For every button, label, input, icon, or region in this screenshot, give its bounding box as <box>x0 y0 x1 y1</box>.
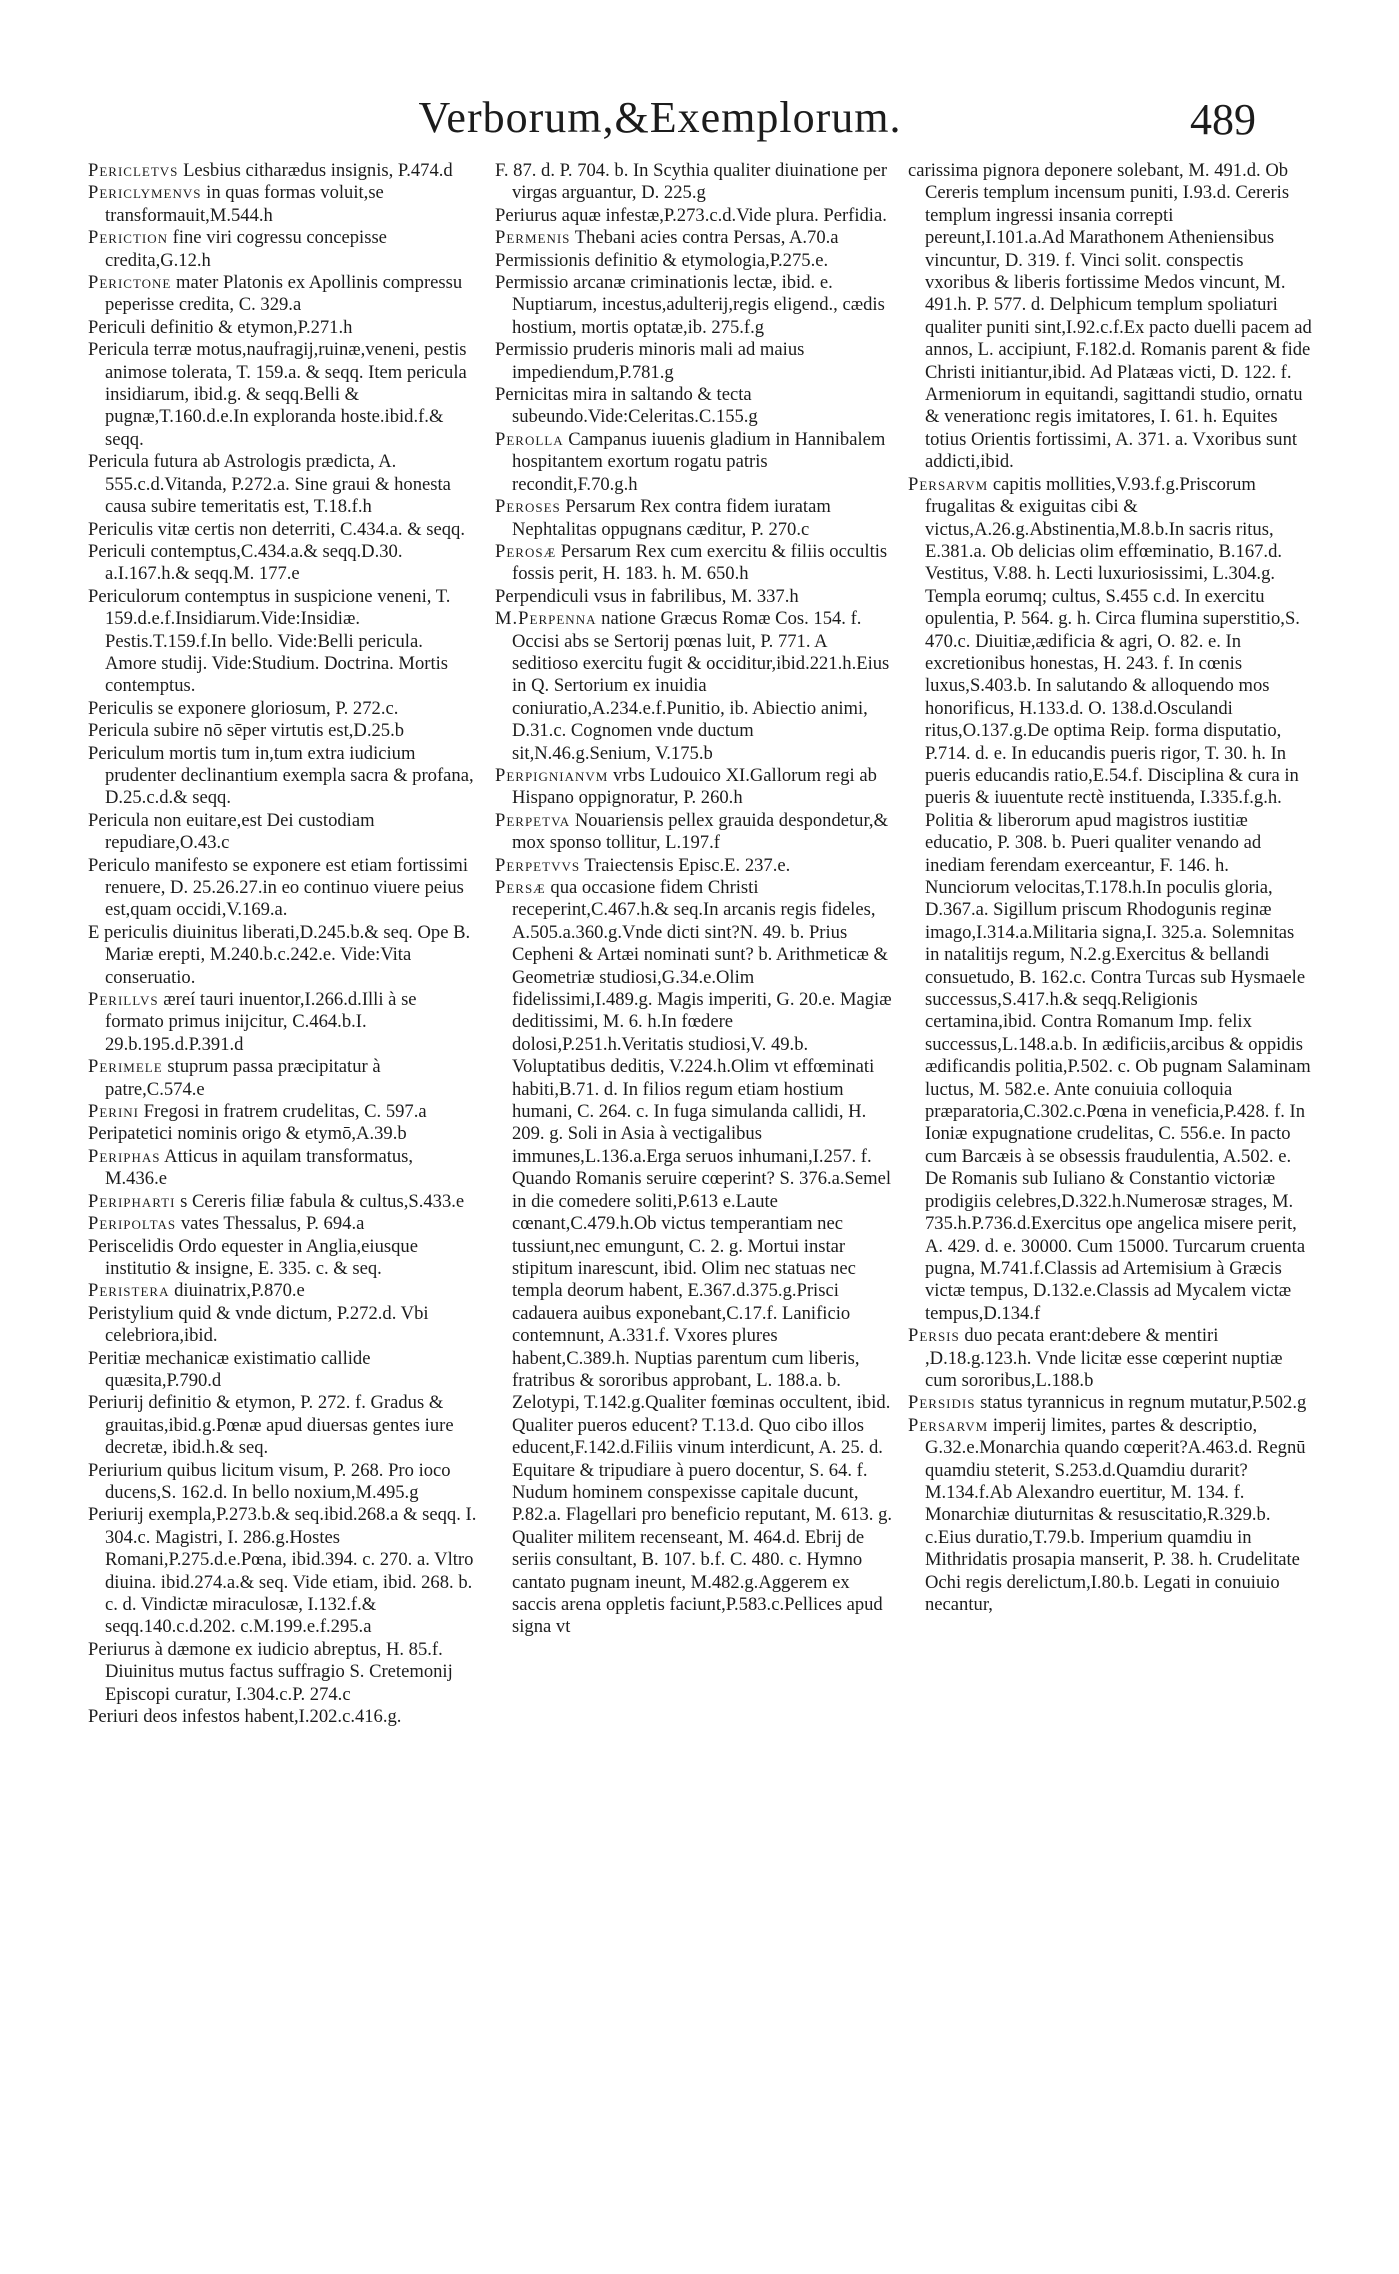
entry-headword: Persarvm <box>908 473 989 495</box>
entry-headword: Perpetva <box>495 809 571 831</box>
entry-text: Nouariensis pellex grauida despondetur,& mox sponso tollitur, L.197.f <box>512 809 889 854</box>
entry-text: Permissio pruderis minoris mali ad maius impediendum,P.781.g <box>495 339 805 383</box>
entry-text: status tyrannicus in regnum mutatur,P.502.g <box>980 1392 1307 1414</box>
entry-headword: Periclymenvs <box>88 182 202 204</box>
index-entry <box>908 474 1312 1325</box>
entry-text: Atticus in aquilam transformatus, M.436.e <box>105 1145 414 1190</box>
entry-headword: Periction <box>88 227 168 249</box>
entry-headword: Perolla <box>495 428 564 450</box>
entry-headword: Perini <box>88 1101 139 1123</box>
index-entry <box>88 1460 478 1505</box>
index-entry <box>495 272 895 339</box>
index-entry <box>88 1348 478 1393</box>
index-entry <box>908 160 1312 474</box>
index-entry <box>908 1325 1312 1392</box>
entry-headword: Persarvm <box>908 1414 989 1436</box>
index-entry <box>495 855 895 877</box>
entry-text: s Cereris filiæ fabula & cultus,S.433.e <box>180 1190 465 1212</box>
index-entry <box>495 250 895 272</box>
entry-text: Periurus à dæmone ex iudicio abreptus, H. 85.f. Diuinitus mutus factus suffragio S. Cretemonij Episcopi curatur, I.304.c.P. 274.c <box>88 1638 453 1705</box>
index-entry <box>88 1303 478 1348</box>
index-entry <box>88 989 478 1056</box>
entry-headword: Perosæ <box>495 540 557 562</box>
entry-text: fine viri cogressu concepisse credita,G.12.h <box>105 227 387 271</box>
index-entry <box>495 586 895 608</box>
index-entry <box>495 227 895 249</box>
index-entry <box>88 541 478 586</box>
index-column-middle <box>495 160 895 1639</box>
entry-text: Pericula futura ab Astrologis prædicta, A. 555.c.d.Vitanda, P.272.a. Sine graui & honesta causa subire temeritatis est, T.18.f.h <box>88 451 451 518</box>
entry-text: Perpendiculi vsus in fabrilibus, M. 337.h <box>495 585 799 607</box>
entry-text: Persarum Rex cum exercitu & filiis occultis fossis perit, H. 183. h. M. 650.h <box>512 540 888 585</box>
entry-text: imperij limites, partes & descriptio, G.32.e.Monarchia quando cœperit?A.463.d. Regnū quamdiu steterit, S.253.d.Quamdiu durarit? M.134.f.Ab Alexandro euertitur, M. 134. f. Monarchiæ diuturnitas & resuscitatio,R.329.b. c.Eius duratio,T.79.b. Imperium quamdiu in Mithridatis prosapia manserit, P. 38. h. Crudelitate Ochi regis derelictum,I.80.b. Legati in conuiuio necantur, <box>925 1414 1306 1615</box>
index-entry <box>88 451 478 518</box>
index-entry <box>495 429 895 496</box>
entry-text: mater Platonis ex Apollinis compressu peperisse credita, C. 329.a <box>105 272 463 316</box>
index-entry <box>88 339 478 451</box>
index-entry <box>88 1639 478 1706</box>
entry-text: Persarum Rex contra fidem iuratam Nephtalitas oppugnans cæditur, P. 270.c <box>512 496 831 540</box>
entry-text: Periculorum contemptus in suspicione veneni, T. 159.d.e.f.Insidiarum.Vide:Insidiæ. Pestis.T.159.f.In bello. Vide:Belli pericula. Amore studij. Vide:Studium. Doctrina. Mortis contemptus. <box>88 585 451 697</box>
index-entry <box>495 496 895 541</box>
entry-text: Periurus aquæ infestæ,P.273.c.d.Vide plura. Perfidia. <box>495 204 887 226</box>
entry-text: E periculis diuinitus liberati,D.245.b.& seq. Ope B. Mariæ erepti, M.240.b.c.242.e. Vide:Vita conseruatio. <box>88 921 471 988</box>
index-entry <box>88 1191 478 1213</box>
entry-headword: Perpignianvm <box>495 764 609 786</box>
entry-text: Periculi contemptus,C.434.a.& seqq.D.30. a.I.167.h.& seqq.M. 177.e <box>88 540 403 585</box>
index-entry <box>495 160 895 205</box>
entry-text: Permissio arcanæ criminationis lectæ, ibid. e. Nuptiarum, incestus,adulterij,regis eligend., cædis hostium, mortis optatæ,ib. 275.f.g <box>495 272 885 338</box>
entry-text: F. 87. d. P. 704. b. In Scythia qualiter diuinatione per virgas arguantur, D. 225.g <box>495 160 888 204</box>
entry-headword: Perimele <box>88 1056 163 1078</box>
index-entry <box>88 1146 478 1191</box>
index-entry <box>88 227 478 272</box>
entry-text: vates Thessalus, P. 694.a <box>180 1213 365 1235</box>
entry-headword: Persis <box>908 1325 960 1347</box>
entry-headword: Periphas <box>88 1145 161 1167</box>
entry-text: Periculo manifesto se exponere est etiam fortissimi renuere, D. 25.26.27.in eo continuo viuere peius est,quam occidi,V.169.a. <box>88 854 469 921</box>
index-entry <box>495 384 895 429</box>
running-title: Verborum,&Exemplorum. <box>418 93 902 142</box>
entry-text: Campanus iuuenis gladium in Hannibalem hospitantem exortum rogatu patris recondit,F.70.g.h <box>512 428 886 495</box>
index-entry <box>88 922 478 989</box>
index-entry <box>88 1392 478 1459</box>
index-entry <box>495 810 895 855</box>
index-entry <box>88 810 478 855</box>
index-entry <box>88 1101 478 1123</box>
entry-text: qua occasione fidem Christi receperint,C.467.h.& seq.In arcanis regis fideles, A.505.a.360.g.Vnde dicti sint?N. 49. b. Prius Cepheni & Artæi nominati sunt? b. Arithmeticæ & Geometriæ studiosi,G.34.e.Olim fidelissimi,I.489.g. Magis imperiti, G. 20.e. Magiæ deditissimi, M. 6. h.In fœdere dolosi,P.251.h.Veritatis studiosi,V. 49.b. Voluptatibus deditis, V.224.h.Olim vt effœminati habiti,B.71. d. In filios regum etiam hostium humani, C. 264. c. In fuga simulanda callidi, H. 209. g. Soli in Asia à vectigalibus immunes,L.136.a.Erga seruos inhumani,I.257. f. Quando Romanis seruire cœperint? S. 376.a.Semel in die comedere soliti,P.613 e.Laute cœnant,C.479.h.Ob victus temperantiam nec tussiunt,nec emungunt, C. 2. g. Mortui instar stipitum inarescunt, ibid. Olim nec statuas nec templa deorum habent, E.367.d.375.g.Prisci cadauera auibus exponebant,C.17.f. Lanificio contemnunt, A.331.f. Vxores plures habent,C.389.h. Nuptias parentum cum liberis, fratribus & sororibus approbant, L. 188.a. b. Zelotypi, T.142.g.Qualiter fœminas occultent, ibid. Qualiter pueros educent? T.13.d. Quo cibo illos educent,F.142.d.Filiis vinum interdicunt, A. 25. d. Equitare & tripudiare à puero docentur, S. 64. f. Nudum hominem conspexisse capitale ducunt, P.82.a. Flagellari pro beneficio reputant, M. 613. g. Qualiter militem recenseant, M. 464.d. Ebrij de seriis consultant, B. 107. b.f. C. 480. c. Hymno cantato pugnam ineunt, M.482.g.Aggerem ex saccis arena oppletis faciunt,P.583.c.Pellices apud signa vt <box>512 877 893 1638</box>
entry-text: Pericula non euitare,est Dei custodiam repudiare,O.43.c <box>88 809 375 854</box>
entry-text: natione Græcus Romæ Cos. 154. f. Occisi abs se Sertorij pœnas luit, P. 771. A seditioso exercitu fugit & occiditur,ibid.221.h.Eius in Q. Sertorium ex inuidia coniuratio,A.234.e.f.Punitio, ib. Abiectio animi, D.31.c. Cognomen vnde ductum sit,N.46.g.Senium, V.175.b <box>512 608 890 764</box>
entry-text: Periurij definitio & etymon, P. 272. f. Gradus & grauitas,ibid.g.Pœnæ apud diuersas gentes iure decretæ, ibid.h.& seq. <box>88 1392 454 1459</box>
entry-text: Fregosi in fratrem crudelitas, C. 597.a <box>143 1101 427 1123</box>
entry-text: Periculis vitæ certis non deterriti, C.434.a. & seqq. <box>88 518 465 540</box>
entry-headword: Persidis <box>908 1392 976 1414</box>
entry-text: Lesbius citharædus insignis, P.474.d <box>183 160 453 181</box>
index-entry <box>88 1706 478 1728</box>
index-entry <box>88 519 478 541</box>
index-entry <box>495 608 895 765</box>
index-entry <box>88 160 478 182</box>
entry-headword: Persæ <box>495 877 546 898</box>
index-entry <box>495 765 895 810</box>
entry-text: Periculi definitio & etymon,P.271.h <box>88 316 353 338</box>
entry-headword: Peripharti <box>88 1190 176 1212</box>
entry-text: Peripatetici nominis origo & etymō,A.39.b <box>88 1123 407 1145</box>
entry-text: Periurij exempla,P.273.b.& seq.ibid.268.a & seqq. I. 304.c. Magistri, I. 286.g.Hostes Romani,P.275.d.e.Pœna, ibid.394. c. 270. a. Vltro diuina. ibid.274.a.& seq. Vide etiam, ibid. 268. b. c. d. Vindictæ miraculosæ, I.132.f.& seqq.140.c.d.202. c.M.199.e.f.295.a <box>88 1504 477 1638</box>
page-header <box>0 92 1399 162</box>
index-entry <box>88 1236 478 1281</box>
index-entry <box>88 272 478 317</box>
index-entry <box>908 1392 1312 1414</box>
entry-text: Periculis se exponere gloriosum, P. 272.c. <box>88 697 399 719</box>
index-entry <box>495 339 895 384</box>
index-entry <box>88 698 478 720</box>
entry-headword: Peroses <box>495 496 561 518</box>
index-entry <box>88 855 478 922</box>
index-entry <box>88 182 478 227</box>
index-entry <box>495 877 895 1639</box>
index-entry <box>908 1415 1312 1617</box>
entry-text: Periculum mortis tum in,tum extra iudicium prudenter declinantium exempla sacra & profana, D.25.c.d.& seqq. <box>88 742 474 809</box>
index-entry <box>495 541 895 586</box>
index-entry <box>88 743 478 810</box>
entry-headword: Perillvs <box>88 989 159 1011</box>
entry-headword: Peristera <box>88 1280 170 1302</box>
index-entry <box>88 1056 478 1101</box>
entry-text: Permissionis definitio & etymologia,P.275.e. <box>495 249 829 271</box>
index-entry <box>495 205 895 227</box>
entry-text: Pericula subire nō sēper virtutis est,D.25.b <box>88 720 405 742</box>
entry-text: vrbs Ludouico XI.Gallorum regi ab Hispano oppignoratur, P. 260.h <box>512 764 877 809</box>
entry-text: duo pecata erant:debere & mentiri ,D.18.g.123.h. Vnde licitæ esse cœperint nuptiæ cum sororibus,L.188.b <box>925 1325 1283 1391</box>
index-entry <box>88 1280 478 1302</box>
index-entry <box>88 317 478 339</box>
entry-text: Thebani acies contra Persas, A.70.a <box>574 227 839 249</box>
index-entry <box>88 1213 478 1235</box>
index-entry <box>88 1123 478 1145</box>
index-entry <box>88 1504 478 1638</box>
entry-headword: Perictone <box>88 272 172 294</box>
entry-headword: M.Perpenna <box>495 608 597 630</box>
entry-text: carissima pignora deponere solebant, M. 491.d. Ob Cereris templum incensum puniti, I.93.d. Cereris templum ingressi insania correpti pereunt,I.101.a.Ad Marathonem Atheniensibus vincuntur, D. 319. f. Vinci solit. conspectis vxoribus & liberis fortissime Medos vincunt, M. 491.h. P. 577. d. Delphicum templum spoliaturi qualiter puniti sint,I.92.c.f.Ex pacto duelli pacem ad annos, L. accipiunt, F.182.d. Romanis parent & fide Christi initiantur,ibid. Ad Platæas victi, D. 122. f. Armeniorum in equitandi, sagittandi studio, ornatu & venerationc regis imitatores, I. 61. h. Equites totius Orientis fortissimi, A. 371. a. Vxoribus sunt addicti,ibid. <box>908 160 1312 473</box>
entry-text: Pernicitas mira in saltando & tecta subeundo.Vide:Celeritas.C.155.g <box>495 384 758 428</box>
entry-text: stuprum passa præcipitatur à patre,C.574.e <box>105 1056 381 1100</box>
entry-text: æreí tauri inuentor,I.266.d.Illi à se formato primus inijcitur, C.464.b.I. 29.b.195.d.P.391.d <box>105 989 417 1055</box>
page-number: 489 <box>1190 95 1256 144</box>
entry-text: Peristylium quid & vnde dictum, P.272.d. Vbi celebriora,ibid. <box>88 1302 429 1347</box>
index-column-right <box>908 160 1312 1616</box>
entry-text: Traiectensis Episc.E. 237.e. <box>584 854 791 876</box>
index-column-left <box>88 160 478 1728</box>
entry-headword: Pericletvs <box>88 160 179 181</box>
entry-text: Periurium quibus licitum visum, P. 268. Pro ioco ducens,S. 162.d. In bello noxium,M.495.g <box>88 1459 451 1503</box>
entry-headword: Permenis <box>495 227 571 249</box>
index-entry <box>88 586 478 698</box>
entry-headword: Perpetvvs <box>495 854 581 876</box>
entry-text: capitis mollities,V.93.f.g.Priscorum frugalitas & exiguitas cibi & victus,A.26.g.Abstinentia,M.8.b.In sacris ritus, E.381.a. Ob delicias olim effœminatio, B.167.d. Vestitus, V.88. h. Lecti luxuriosissimi, L.304.g. Templa eorumq; cultus, S.455 c.d. In exercitu opulentia, P. 564. g. h. Circa flumina superstitio,S. 470.c. Diuitiæ,ædificia & agri, O. 82. e. In excretionibus honestas, H. 243. f. In cœnis luxus,S.403.b. In salutando & alloquendo mos honorificus, H.133.d. O. 138.d.Osculandi ritus,O.137.g.De optima Reip. forma disputatio, P.714. d. e. In educandis pueris rigor, T. 30. h. In pueris educandis ratio,E.54.f. Disciplina & cura in pueris & iuuentute rectè instituenda, I.335.f.g.h. Politia & liberorum apud magistros iustitiæ educatio, P. 308. b. Pueri qualiter venando ad inediam ferendam exerceantur, F. 146. h. Nunciorum velocitas,T.178.h.In poculis gloria, D.367.a. Sigillum priscum Rhodogunis reginæ imago,I.314.a.Militaria signa,I. 325.a. Solemnitas in natalitijs regum, N.2.g.Exercitus & bellandi consuetudo, B. 162.c. Contra Turcas sub Hysmaele successus,S.417.h.& seqq.Religionis certamina,ibid. Contra Romanum Imp. felix successus,L.148.a.b. In ædificiis,arcibus & oppidis ædificandis politia,P.502. c. Ob pugnam Salaminam luctus, M. 582.e. Ante conuiuia colloquia præparatoria,C.302.c.Pœna in veneficia,P.428. f. In Ioniæ expugnatione crudelitas, C. 556.e. In pacto cum Barcæis à se obsessis fraudulentia, A.502. e. De Romanis sub Iuliano & Constantio victoriæ prodigiis celebres,D.322.h.Numerosæ strages, M. 735.h.P.736.d.Exercitus ope angelica misere perit, A. 429. d. e. 30000. Cum 15000. Turcarum cruenta pugna, M.741.f.Classis ad Artemisium à Græcis victæ tempus, D.132.e.Classis ad Mycalem victæ tempus,D.134.f <box>925 473 1311 1324</box>
entry-text: Periuri deos infestos habent,I.202.c.416.g. <box>88 1706 402 1728</box>
entry-text: diuinatrix,P.870.e <box>174 1280 305 1302</box>
entry-text: Peritiæ mechanicæ existimatio callide quæsita,P.790.d <box>88 1347 371 1391</box>
entry-text: Periscelidis Ordo equester in Anglia,eiusque institutio & insigne, E. 335. c. & seq. <box>88 1235 418 1279</box>
index-entry <box>88 720 478 742</box>
entry-text: in quas formas voluit,se transformauit,M.544.h <box>105 182 384 226</box>
entry-text: Pericula terræ motus,naufragij,ruinæ,veneni, pestis animose tolerata, T. 159.a. & seqq. Item pericula insidiarum, ibid.g. & seqq.Belli & pugnæ,T.160.d.e.In exploranda hoste.ibid.f.& seqq. <box>88 339 467 450</box>
entry-headword: Peripoltas <box>88 1213 177 1235</box>
